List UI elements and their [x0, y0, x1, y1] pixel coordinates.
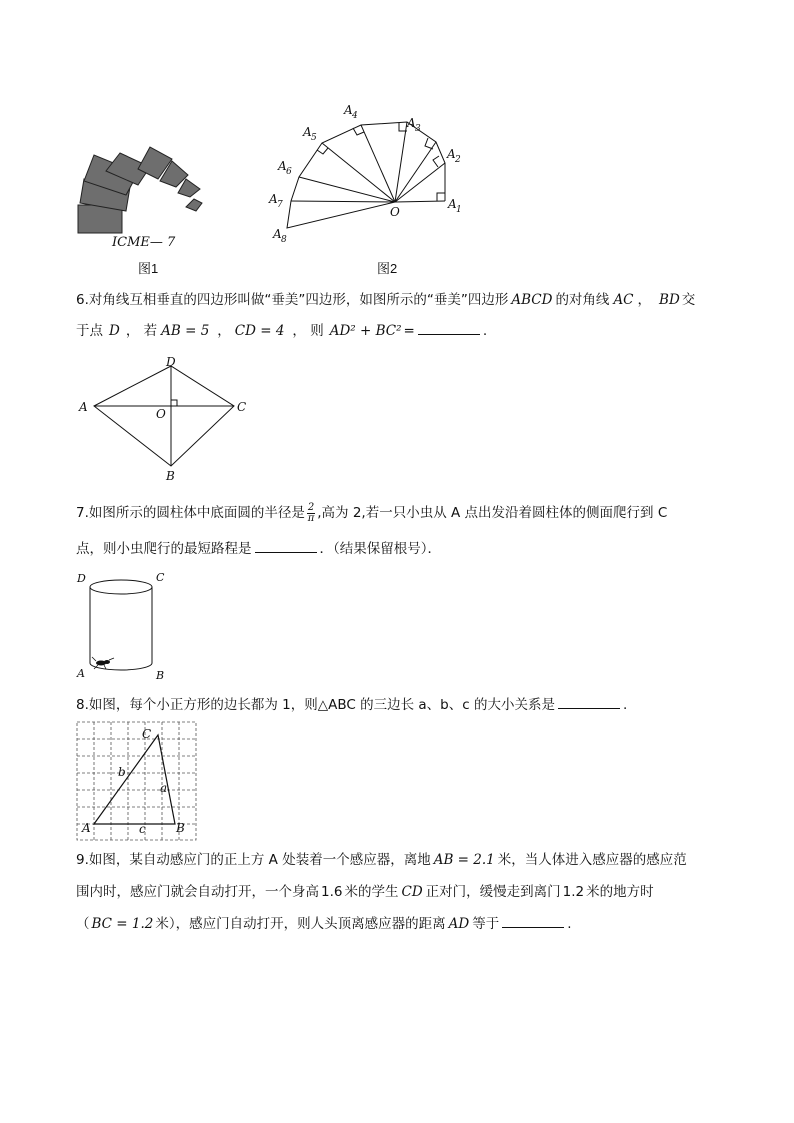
q6-label-A: A [79, 400, 88, 414]
label-sub3: 3 [415, 124, 421, 134]
q7-text-1a: 7.如图所示的圆柱体中底面圆的半径是 [76, 505, 305, 521]
q9-text-1a: 9.如图，某自动感应门的正上方 A 处装着一个感应器，离地 [76, 852, 431, 868]
label-sub4: 4 [352, 111, 358, 121]
label-sub8: 8 [281, 235, 287, 245]
q9-bc: BC = 1.2 [91, 916, 154, 932]
q7-text-2b: ．（结果保留根号）． [319, 541, 441, 557]
q8-line1 [76, 694, 627, 716]
label-A3: A [407, 116, 416, 130]
q6-expr: AD² + BC² [329, 323, 402, 339]
q9-cd: CD [401, 884, 423, 900]
q6-quad: ABCD [511, 292, 553, 308]
label-sub5: 5 [311, 133, 317, 143]
q9-text-2d: 米的地方时 [586, 884, 654, 900]
q6-figure [76, 354, 256, 484]
label-A5: A [303, 125, 312, 139]
q7-label-A: A [77, 667, 85, 680]
q9-height: 1.6 [321, 884, 343, 900]
figure1-spiral-image [76, 145, 206, 240]
q6-answer-blank[interactable] [418, 320, 480, 335]
q8-end: . [622, 697, 628, 713]
figure1-label: ICME— 7 [112, 235, 176, 250]
q6-text-1b: 的对角线 [555, 292, 610, 308]
q8-label-C: C [142, 727, 152, 741]
q6-eq: = [403, 323, 415, 339]
figure2-diagram [265, 98, 475, 248]
q6-ac: AC [613, 292, 634, 308]
q6-cd-eq: CD = 4 [234, 323, 285, 339]
label-sub2: 2 [455, 155, 461, 165]
label-A1: A [448, 197, 457, 211]
q9-ab: AB = 2.1 [433, 852, 495, 868]
q6-line2 [76, 320, 487, 342]
q6-text-1: 6.对角线互相垂直的四边形叫做“垂美”四边形，如图所示的“垂美”四边形 [76, 292, 509, 308]
q6-text-2c: ， 则 [292, 323, 324, 339]
q9-line1 [76, 849, 687, 871]
q9-answer-blank[interactable] [502, 913, 564, 928]
q6-comma-2: ， [217, 323, 231, 339]
label-A8: A [273, 227, 282, 241]
q6-line1 [76, 289, 695, 311]
q9-line2 [76, 881, 654, 903]
q8-text-1a: 8.如图，每个小正方形的边长都为 1，则△ABC 的三边长 a、b、c 的大小关系是 [76, 697, 555, 713]
label-A6: A [278, 159, 287, 173]
label-sub7: 7 [277, 200, 283, 210]
label-O: O [390, 205, 400, 219]
q6-text-2a: 于点 [76, 323, 103, 339]
q7-label-D: D [77, 572, 86, 585]
q8-grid-figure [76, 721, 198, 843]
q9-end: . [567, 916, 572, 932]
q9-line3 [76, 913, 572, 935]
q7-frac-num: 2 [307, 501, 315, 513]
q9-text-2b: 米的学生 [344, 884, 399, 900]
q8-label-A: A [82, 821, 91, 835]
q9-text-3c: 等于 [472, 916, 500, 932]
q6-bd: BD [659, 292, 680, 308]
q9-text-2a: 围内时，感应门就会自动打开，一个身高 [76, 884, 319, 900]
q6-comma: ， [637, 292, 652, 308]
q7-line2 [76, 538, 441, 560]
q6-label-C: C [237, 400, 247, 414]
q7-line1 [76, 502, 667, 524]
q6-text-1c: 交 [681, 292, 696, 308]
q9-text-2c: 正对门，缓慢走到离门 [425, 884, 561, 900]
label-sub6: 6 [286, 167, 292, 177]
label-A4: A [344, 103, 353, 117]
figure2-caption: 图2 [377, 261, 398, 276]
q8-label-c: c [139, 822, 146, 836]
q9-ad: AD [448, 916, 470, 932]
q7-fraction [307, 503, 315, 524]
q6-end: . [482, 323, 488, 339]
q6-label-D: D [166, 355, 176, 369]
q8-label-B: B [176, 821, 185, 835]
q6-text-2b: ， 若 [125, 323, 158, 339]
q7-cylinder-figure [76, 567, 186, 685]
q6-label-O: O [156, 407, 166, 421]
label-sub1: 1 [456, 205, 462, 215]
q8-label-b: b [118, 765, 126, 779]
q6-ab-eq: AB = 5 [161, 323, 210, 339]
q8-label-a: a [160, 781, 168, 795]
q7-frac-den: π [307, 512, 315, 524]
q7-answer-blank[interactable] [255, 538, 317, 553]
q9-text-1b: 米，当人体进入感应器的感应范 [497, 852, 687, 868]
q7-label-B: B [156, 669, 165, 682]
q7-text-1b: ,高为 2,若一只小虫从 A 点出发沿着圆柱体的侧面爬行到 C [317, 505, 668, 521]
q7-text-2a: 点，则小虫爬行的最短路程是 [76, 541, 252, 557]
q6-label-B: B [166, 469, 175, 483]
q8-answer-blank[interactable] [558, 694, 620, 709]
figure1-caption: 图1 [138, 261, 159, 276]
q6-d: D [109, 323, 120, 339]
q9-text-3a: （ [76, 916, 90, 932]
q9-dist: 1.2 [562, 884, 585, 900]
label-A2: A [447, 147, 456, 161]
label-A7: A [269, 192, 278, 206]
q7-label-C: C [156, 571, 165, 584]
q9-text-3b: 米），感应门自动打开，则人头顶离感应器的距离 [155, 916, 446, 932]
